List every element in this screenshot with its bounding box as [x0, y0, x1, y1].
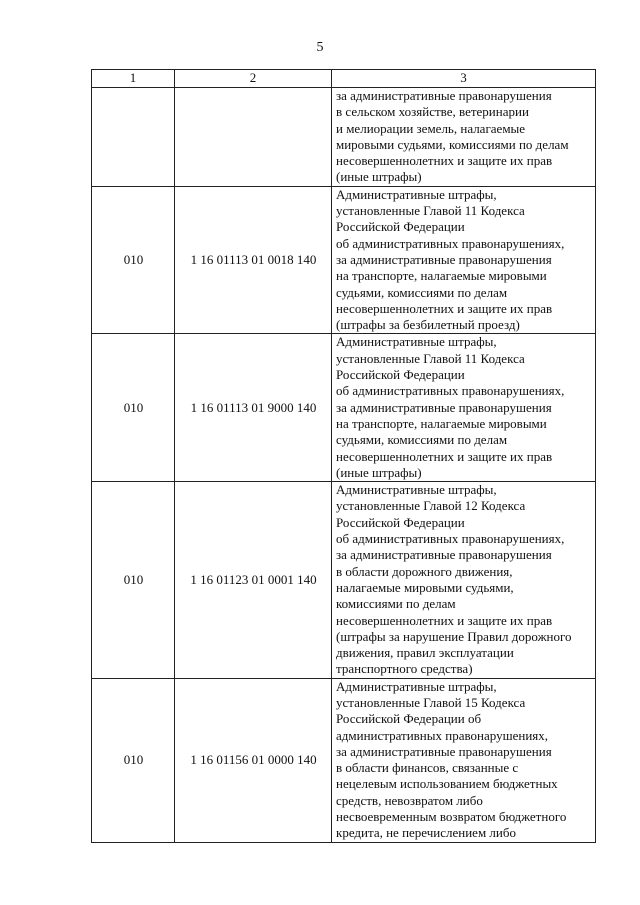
description-cell: Административные штрафы, установленные Главой 15 Кодекса Российской Федерации об административных правонарушениях, за административные правонарушения в области финансов, связанные с нецелевым использованием бюджетных средств, невозвратом либо несвоевременным возвратом бюджетного кредита, не перечислением либо: [332, 678, 596, 842]
description-cell: Административные штрафы, установленные Главой 11 Кодекса Российской Федерации об административных правонарушениях, за административные правонарушения на транспорте, налагаемые мировыми судьями, комиссиями по делам несовершеннолетних и защите их прав (иные штрафы): [332, 334, 596, 482]
admin-code-cell: 010: [92, 186, 175, 334]
kbk-cell: [175, 88, 332, 187]
kbk-cell: 1 16 01113 01 0018 140: [175, 186, 332, 334]
kbk-cell: 1 16 01156 01 0000 140: [175, 678, 332, 842]
admin-code-cell: 010: [92, 678, 175, 842]
table-row: [92, 334, 596, 482]
description-cell: за административные правонарушения в сельском хозяйстве, ветеринарии и мелиорации земель, налагаемые мировыми судьями, комиссиями по делам несовершеннолетних и защите их прав (иные штрафы): [332, 88, 596, 187]
kbk-cell: 1 16 01123 01 0001 140: [175, 482, 332, 679]
kbk-cell: 1 16 01113 01 9000 140: [175, 334, 332, 482]
description-cell: Административные штрафы, установленные Главой 11 Кодекса Российской Федерации об административных правонарушениях, за административные правонарушения на транспорте, налагаемые мировыми судьями, комиссиями по делам несовершеннолетних и защите их прав (штрафы за безбилетный проезд): [332, 186, 596, 334]
column-header-2: 2: [175, 70, 332, 88]
table-row: [92, 482, 596, 679]
table-row: [92, 88, 596, 187]
admin-code-cell: 010: [92, 334, 175, 482]
table-row: [92, 186, 596, 334]
description-cell: Административные штрафы, установленные Главой 12 Кодекса Российской Федерации об административных правонарушениях, за административные правонарушения в области дорожного движения, налагаемые мировыми судьями, комиссиями по делам несовершеннолетних и защите их прав (штрафы за нарушение Правил дорожного движения, правил эксплуатации транспортного средства): [332, 482, 596, 679]
table-row: [92, 678, 596, 842]
table-header-row: [92, 70, 596, 88]
column-header-1: 1: [92, 70, 175, 88]
admin-code-cell: 010: [92, 482, 175, 679]
admin-code-cell: [92, 88, 175, 187]
page-number: 5: [316, 40, 324, 55]
column-header-3: 3: [332, 70, 596, 88]
fines-table: [91, 69, 596, 843]
